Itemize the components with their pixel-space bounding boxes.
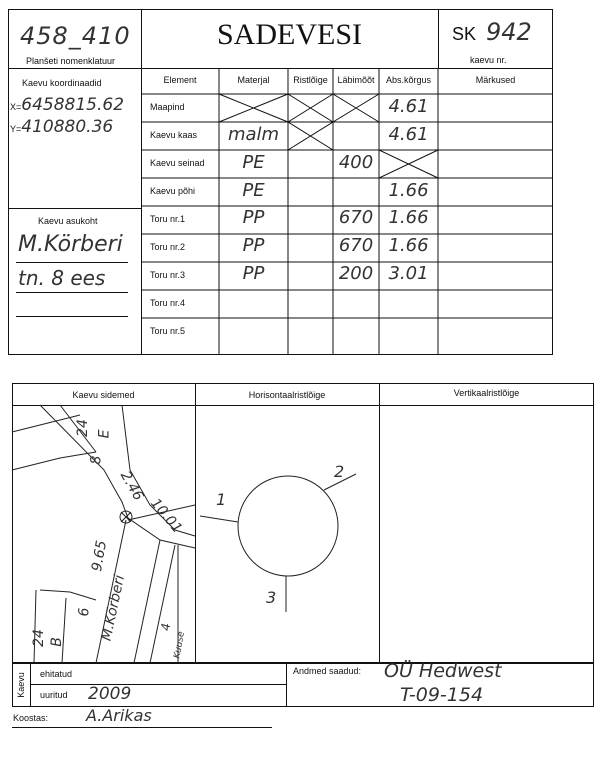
pipe-label-3: 3 — [266, 588, 277, 607]
divider — [286, 663, 287, 707]
row-material: PP — [242, 263, 265, 284]
source-line1: OÜ Hedwest — [384, 660, 502, 682]
divider — [30, 684, 286, 685]
row-element: Toru nr.1 — [150, 214, 186, 224]
coord-y-prefix: Y= — [10, 124, 22, 134]
sheet-label: Planšeti nomenklatuur — [26, 56, 116, 66]
location-line1: M.Körberi — [18, 232, 123, 257]
row-element: Kaevu kaas — [150, 130, 198, 140]
well-label: kaevu nr. — [470, 55, 507, 65]
row-elevation: 3.01 — [388, 263, 429, 284]
sketch-header-horizontal: Horisontaalristlõige — [248, 390, 326, 400]
row-elevation: 1.66 — [388, 180, 429, 201]
well-prefix: SK — [452, 24, 477, 44]
row-element: Maapind — [150, 102, 185, 112]
col-header-material: Materjal — [237, 75, 270, 85]
sketch-label-street: M.Körberi — [98, 573, 129, 643]
sketch-header-connections: Kaevu sidemed — [72, 390, 135, 400]
row-diameter: 670 — [338, 235, 374, 256]
coord-x-value: 6458815.62 — [21, 95, 125, 115]
row-elevation: 4.61 — [388, 124, 429, 145]
row-element: Kaevu seinad — [150, 158, 205, 168]
sketch-label-dist-246: 2.46 — [116, 468, 147, 504]
source-label: Andmed saadud: — [293, 666, 362, 676]
sketch-header-vertical: Vertikaalristlõige — [453, 388, 520, 398]
row-material: PE — [242, 180, 265, 201]
row-diameter: 400 — [338, 152, 374, 173]
col-header-diameter: Läbimõõt — [337, 75, 375, 85]
col-header-element: Element — [163, 75, 197, 85]
author-underline — [12, 727, 272, 728]
surveyed-value: 2009 — [88, 684, 132, 704]
coord-x-prefix: X= — [10, 102, 22, 112]
row-elevation: 4.61 — [388, 96, 429, 117]
row-element: Toru nr.3 — [150, 270, 186, 280]
location-line2: tn. 8 ees — [18, 266, 106, 290]
sketch-label-house-4: 4 — [158, 622, 174, 632]
row-diameter: 670 — [338, 207, 374, 228]
sketch-label-dist-1001: 10.01 — [147, 495, 186, 537]
row-material: malm — [227, 124, 280, 145]
built-label: ehitatud — [40, 669, 73, 679]
well-number: 942 — [486, 18, 532, 46]
pipe-label-2: 2 — [334, 462, 345, 481]
col-header-cross: Ristlõige — [293, 75, 328, 85]
pipe-label-1: 1 — [216, 490, 227, 509]
page-title: SADEVESI — [216, 18, 362, 51]
row-element: Toru nr.4 — [150, 298, 186, 308]
author-value: A.Arikas — [86, 706, 152, 725]
sketch-label-house-6: 6 — [76, 607, 93, 617]
col-header-notes: Märkused — [475, 75, 516, 85]
sketch-label-house-8: 8 — [88, 455, 105, 465]
surveyed-label: uuritud — [40, 690, 68, 700]
sketch-label-street-kuuse: Kuuse — [172, 630, 187, 660]
coordinates-label: Kaevu koordinaadid — [22, 78, 102, 88]
source-line2: T-09-154 — [400, 684, 484, 706]
coord-y-value: 410880.36 — [21, 117, 114, 137]
sketch-label-house-24: 24 — [74, 419, 91, 437]
footer-side-label: Kaevu — [15, 672, 26, 698]
row-elevation: 1.66 — [388, 207, 429, 228]
row-diameter: 200 — [338, 263, 374, 284]
sheet-number: 458_410 — [20, 22, 131, 50]
sketch-label-e: E — [96, 429, 113, 439]
author-label: Koostas: — [13, 713, 49, 723]
col-header-elevation: Abs.kõrgus — [385, 75, 432, 85]
divider — [30, 663, 31, 707]
row-material: PP — [242, 235, 265, 256]
row-elevation: 1.66 — [388, 235, 429, 256]
row-material: PP — [242, 207, 265, 228]
row-element: Toru nr.5 — [150, 326, 186, 336]
row-element: Kaevu põhi — [150, 186, 196, 196]
sketch-label-b: B — [48, 637, 65, 647]
location-label: Kaevu asukoht — [38, 216, 98, 226]
row-element: Toru nr.2 — [150, 242, 186, 252]
sketch-label-house-24-lower: 24 — [30, 629, 47, 647]
sketch-label-dist-965: 9.65 — [89, 539, 111, 573]
row-material: PE — [242, 152, 265, 173]
